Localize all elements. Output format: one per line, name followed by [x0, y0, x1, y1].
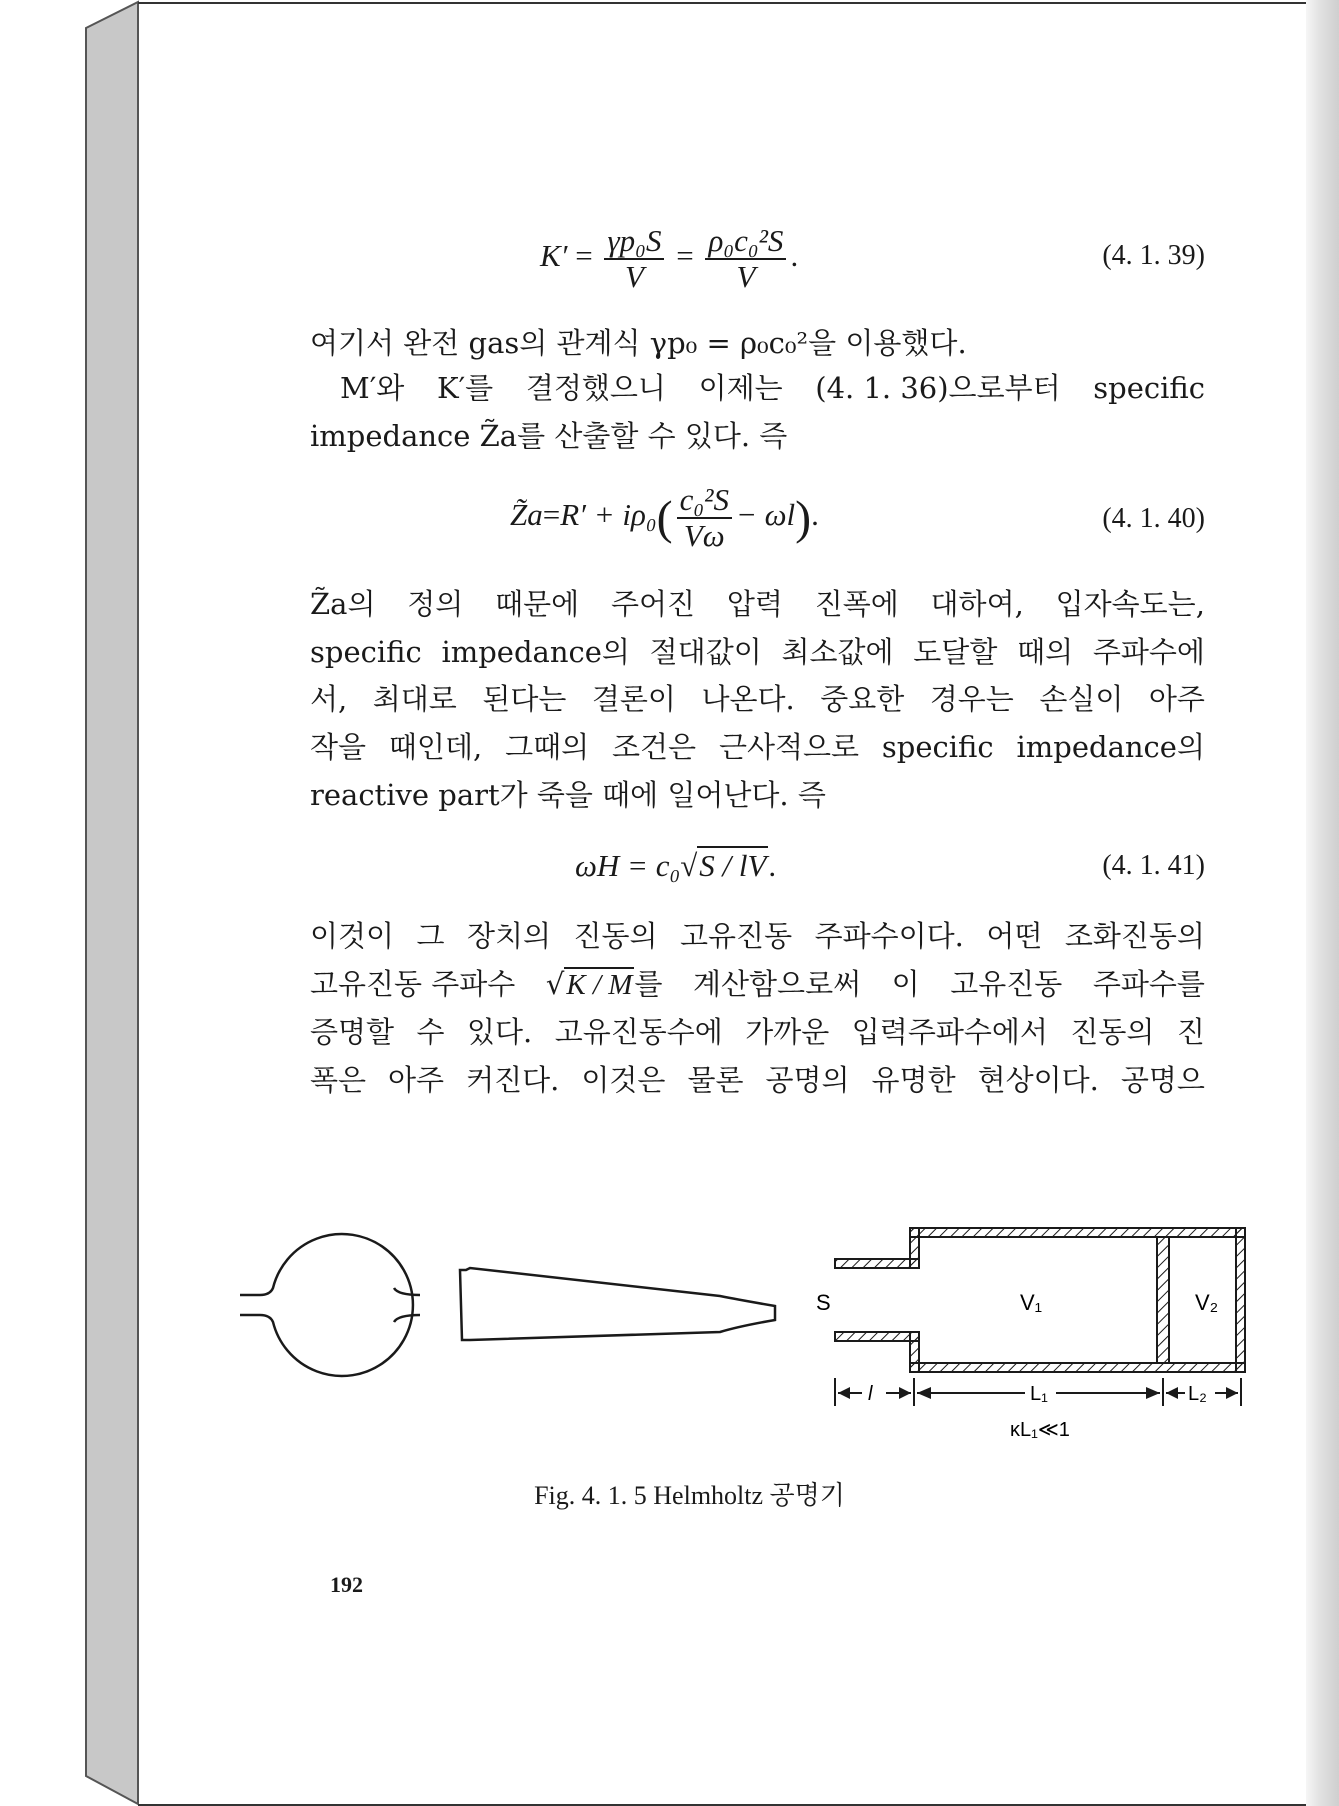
book-spine [0, 0, 140, 1806]
equation-number-40: (4. 1. 40) [1102, 503, 1205, 534]
page-edge-shadow [1306, 0, 1339, 1806]
sqrt-k-over-m: K / M [566, 969, 633, 1001]
eq39-denominator-1: V [624, 259, 644, 294]
paragraph3-line1: 이것이 그 장치의 진동의 고유진동 주파수이다. 어떤 조화진동의 [310, 919, 1205, 953]
page-number: 192 [330, 1572, 363, 1597]
paragraph3-line2: 고유진동 주파수 √K / M를 계산함으로써 이 고유진동 주파수를 [310, 967, 1205, 1001]
eq39-denominator-2: V [736, 259, 756, 294]
equation-number-39: (4. 1. 39) [1102, 240, 1205, 271]
equation-4-1-39: K′ = $\frac{\text{γp₀S}}{V}$ = $\frac{\text{ρ₀c₀²S}}{V}$ . [540, 223, 799, 294]
cylinder-resonator [816, 1228, 1245, 1441]
label-condition: κL₁≪1 [1010, 1419, 1070, 1441]
bottle-resonator [460, 1268, 775, 1340]
paragraph2-line4: 작을 때인데, 그때의 조건은 근사적으로 specific impedance의 [310, 730, 1205, 764]
label-l2: L₂ [1188, 1383, 1207, 1405]
figure-caption: Fig. 4. 1. 5 Helmholtz 공명기 [534, 1481, 845, 1510]
paragraph1-line1: 여기서 완전 gas의 관계식 γp₀ = ρ₀c₀²을 이용했다. [310, 326, 967, 360]
paragraph1-line3: impedance Z̃a를 산출할 수 있다. 즉 [310, 419, 788, 453]
paragraph2-line2: specific impedance의 절대값이 최소값에 도달할 때의 주파수에 [310, 635, 1205, 669]
label-v1: V₁ [1020, 1290, 1043, 1315]
label-v2: V₂ [1195, 1290, 1219, 1315]
equation-4-1-40: Z̃a=R′ + iρ₀( $\frac{\text{c₀²S}}{V\omega}$ − ωl). [510, 482, 819, 553]
helmholtz-resonator-figure [230, 1210, 1270, 1450]
label-s: S [816, 1290, 831, 1315]
eq41-radicand: S / lV [699, 848, 767, 883]
spherical-resonator [230, 1234, 420, 1376]
paragraph2-line3: 서, 최대로 된다는 결론이 나온다. 중요한 경우는 손실이 아주 [310, 682, 1205, 716]
paragraph3-line3: 증명할 수 있다. 고유진동수에 가까운 입력주파수에서 진동의 진 [310, 1015, 1205, 1049]
paragraph2-line1: Z̃a의 정의 때문에 주어진 압력 진폭에 대하여, 입자속도는, [310, 587, 1205, 621]
paragraph2-line5: reactive part가 죽을 때에 일어난다. 즉 [310, 778, 826, 812]
label-l: l [868, 1383, 873, 1405]
label-l1: L₁ [1030, 1383, 1048, 1405]
eq40-denominator: Vω [683, 518, 725, 553]
eq39-numerator-2: ρ₀c₀²S [705, 224, 786, 260]
equation-4-1-41: ωH = c₀√S / lV. [575, 848, 777, 883]
eq40-numerator: c₀²S [677, 483, 732, 519]
paragraph1-line2: M′와 K′를 결정했으니 이제는 (4. 1. 36)으로부터 specific [340, 371, 1205, 405]
paragraph3-line4: 폭은 아주 커진다. 이것은 물론 공명의 유명한 현상이다. 공명으 [310, 1063, 1205, 1097]
equation-number-41: (4. 1. 41) [1102, 850, 1205, 881]
eq39-numerator-1: γp₀S [604, 224, 664, 260]
